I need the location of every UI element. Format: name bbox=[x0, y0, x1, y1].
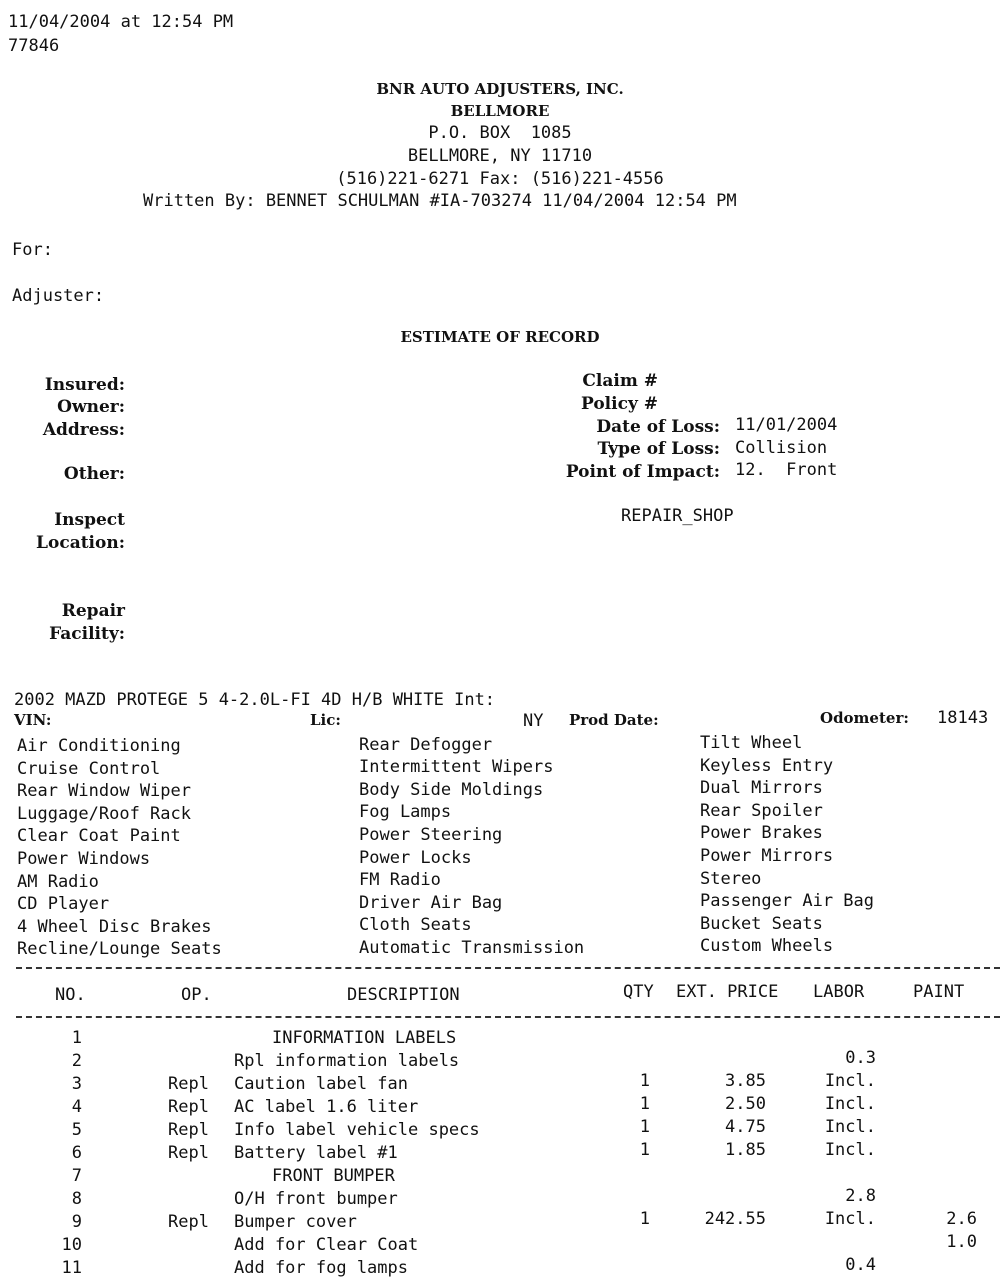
line-number: 1 bbox=[71, 1028, 82, 1048]
line-number: 10 bbox=[61, 1235, 82, 1255]
vehicle-description: 2002 MAZD PROTEGE 5 4-2.0L-FI 4D H/B WHITE Int: bbox=[14, 690, 496, 710]
line-description: Rpl information labels bbox=[234, 1051, 460, 1071]
prod-date-label: Prod Date: bbox=[569, 711, 659, 729]
written-by: Written By: BENNET SCHULMAN #IA-703274 11/04/2004 12:54 PM bbox=[143, 191, 737, 211]
vehicle-option: Body Side Moldings bbox=[359, 779, 544, 800]
claim-label: Claim # bbox=[582, 371, 658, 391]
line-labor: Incl. bbox=[824, 1209, 876, 1229]
line-description: Info label vehicle specs bbox=[234, 1120, 480, 1140]
policy-label: Policy # bbox=[581, 394, 658, 414]
lic-label: Lic: bbox=[310, 711, 341, 729]
line-number: 7 bbox=[71, 1166, 82, 1186]
odometer-label: Odometer: bbox=[820, 709, 909, 727]
line-operation: Repl bbox=[168, 1120, 209, 1140]
line-operation: Repl bbox=[168, 1097, 209, 1117]
vehicle-option: Power Mirrors bbox=[700, 846, 834, 866]
line-description: Caution label fan bbox=[234, 1074, 408, 1094]
divider-top bbox=[16, 967, 1000, 969]
point-of-impact-label: Point of Impact: bbox=[565, 462, 720, 482]
line-paint: 1.0 bbox=[946, 1232, 977, 1252]
vehicle-option: Recline/Lounge Seats bbox=[17, 939, 222, 960]
vehicle-option: 4 Wheel Disc Brakes bbox=[17, 916, 212, 937]
line-labor: 0.3 bbox=[845, 1048, 876, 1068]
vehicle-option: Automatic Transmission bbox=[359, 937, 585, 958]
line-qty: 1 bbox=[639, 1117, 650, 1137]
vehicle-option: Dual Mirrors bbox=[700, 778, 823, 799]
line-qty: 1 bbox=[639, 1071, 650, 1091]
col-header-op: OP. bbox=[181, 985, 212, 1005]
location-label: Location: bbox=[36, 533, 125, 553]
vehicle-option: Rear Spoiler bbox=[700, 800, 823, 821]
line-labor: Incl. bbox=[824, 1094, 876, 1114]
line-number: 6 bbox=[71, 1143, 82, 1163]
line-number: 11 bbox=[61, 1258, 82, 1278]
line-description: Bumper cover bbox=[234, 1212, 357, 1232]
company-phone: (516)221-6271 Fax: (516)221-4556 bbox=[336, 169, 664, 189]
document-id: 77846 bbox=[8, 36, 60, 56]
line-description: O/H front bumper bbox=[234, 1189, 398, 1209]
adjuster-label: Adjuster: bbox=[12, 286, 105, 306]
line-operation: Repl bbox=[168, 1074, 209, 1094]
vehicle-option: Rear Window Wiper bbox=[17, 781, 191, 802]
line-number: 3 bbox=[71, 1074, 82, 1094]
facility-label: Facility: bbox=[49, 624, 125, 644]
vehicle-option: Power Steering bbox=[359, 824, 503, 845]
line-labor: 2.8 bbox=[845, 1186, 876, 1206]
other-label: Other: bbox=[63, 464, 125, 484]
type-of-loss-label: Type of Loss: bbox=[597, 439, 720, 459]
line-paint: 2.6 bbox=[946, 1209, 977, 1229]
line-number: 2 bbox=[71, 1051, 82, 1071]
vehicle-option: Rear Defogger bbox=[359, 734, 493, 755]
vehicle-option: CD Player bbox=[17, 894, 110, 915]
col-header-qty: QTY bbox=[623, 982, 654, 1002]
line-number: 5 bbox=[71, 1120, 82, 1140]
line-ext-price: 1.85 bbox=[725, 1140, 766, 1160]
company-name: BNR AUTO ADJUSTERS, INC. bbox=[376, 80, 624, 98]
date-of-loss-value: 11/01/2004 bbox=[735, 415, 838, 435]
vehicle-option: Stereo bbox=[700, 868, 762, 889]
line-ext-price: 242.55 bbox=[704, 1209, 766, 1229]
line-qty: 1 bbox=[639, 1140, 650, 1160]
vehicle-option: FM Radio bbox=[359, 870, 441, 891]
vehicle-option: Clear Coat Paint bbox=[17, 826, 181, 847]
vehicle-option: Tilt Wheel bbox=[700, 733, 803, 753]
line-ext-price: 4.75 bbox=[725, 1117, 766, 1137]
line-description: Add for fog lamps bbox=[234, 1258, 408, 1278]
vehicle-option: Intermittent Wipers bbox=[359, 757, 554, 778]
line-labor: Incl. bbox=[824, 1117, 876, 1137]
repair-label: Repair bbox=[61, 601, 125, 621]
insured-label: Insured: bbox=[44, 375, 125, 395]
vehicle-option: Keyless Entry bbox=[700, 755, 834, 776]
line-description: INFORMATION LABELS bbox=[272, 1028, 457, 1048]
vehicle-option: Fog Lamps bbox=[359, 802, 452, 823]
line-labor: 0.4 bbox=[845, 1255, 876, 1275]
vehicle-option: Cloth Seats bbox=[359, 915, 472, 936]
company-city: BELLMORE, NY 11710 bbox=[407, 146, 593, 166]
line-operation: Repl bbox=[168, 1143, 209, 1163]
vin-label: VIN: bbox=[14, 711, 52, 729]
vehicle-option: Air Conditioning bbox=[17, 736, 181, 756]
inspect-label: Inspect bbox=[54, 510, 125, 530]
line-number: 4 bbox=[71, 1097, 82, 1117]
line-qty: 1 bbox=[639, 1094, 650, 1114]
date-of-loss-label: Date of Loss: bbox=[596, 417, 720, 437]
line-labor: Incl. bbox=[824, 1071, 876, 1091]
line-ext-price: 3.85 bbox=[725, 1071, 766, 1091]
line-operation: Repl bbox=[168, 1212, 209, 1232]
line-qty: 1 bbox=[639, 1209, 650, 1229]
vehicle-option: Power Windows bbox=[17, 849, 151, 869]
owner-label: Owner: bbox=[57, 397, 125, 417]
line-number: 8 bbox=[71, 1189, 82, 1209]
print-datetime: 11/04/2004 at 12:54 PM bbox=[8, 12, 234, 32]
line-ext-price: 2.50 bbox=[725, 1094, 766, 1114]
point-of-impact-value: 12. Front bbox=[735, 460, 838, 480]
lic-state: NY bbox=[523, 711, 544, 731]
odometer-value: 18143 bbox=[937, 708, 989, 728]
company-po-box: P.O. BOX 1085 bbox=[428, 123, 572, 143]
line-description: FRONT BUMPER bbox=[272, 1166, 395, 1186]
col-header-no: NO. bbox=[55, 985, 86, 1005]
vehicle-option: Luggage/Roof Rack bbox=[17, 803, 191, 824]
estimate-title: ESTIMATE OF RECORD bbox=[400, 328, 600, 346]
line-description: Add for Clear Coat bbox=[234, 1235, 419, 1255]
col-header-labor: LABOR bbox=[813, 982, 865, 1002]
line-labor: Incl. bbox=[824, 1140, 876, 1160]
line-description: Battery label #1 bbox=[234, 1143, 398, 1163]
col-header-description: DESCRIPTION bbox=[347, 985, 460, 1005]
col-header-paint: PAINT bbox=[913, 982, 965, 1002]
vehicle-option: Driver Air Bag bbox=[359, 892, 503, 913]
vehicle-option: Power Locks bbox=[359, 847, 472, 868]
for-label: For: bbox=[12, 240, 53, 260]
vehicle-option: Custom Wheels bbox=[700, 936, 834, 957]
vehicle-option: Cruise Control bbox=[17, 758, 161, 779]
vehicle-option: AM Radio bbox=[17, 871, 99, 892]
line-number: 9 bbox=[71, 1212, 82, 1232]
vehicle-option: Bucket Seats bbox=[700, 913, 823, 934]
company-branch: BELLMORE bbox=[450, 102, 550, 120]
inspect-location-value: REPAIR_SHOP bbox=[621, 506, 734, 526]
vehicle-option: Power Brakes bbox=[700, 823, 823, 844]
line-description: AC label 1.6 liter bbox=[234, 1097, 419, 1117]
type-of-loss-value: Collision bbox=[735, 438, 828, 458]
address-label: Address: bbox=[42, 420, 125, 440]
divider-bottom bbox=[16, 1016, 1000, 1018]
col-header-ext-price: EXT. PRICE bbox=[676, 982, 779, 1002]
vehicle-option: Passenger Air Bag bbox=[700, 891, 874, 912]
